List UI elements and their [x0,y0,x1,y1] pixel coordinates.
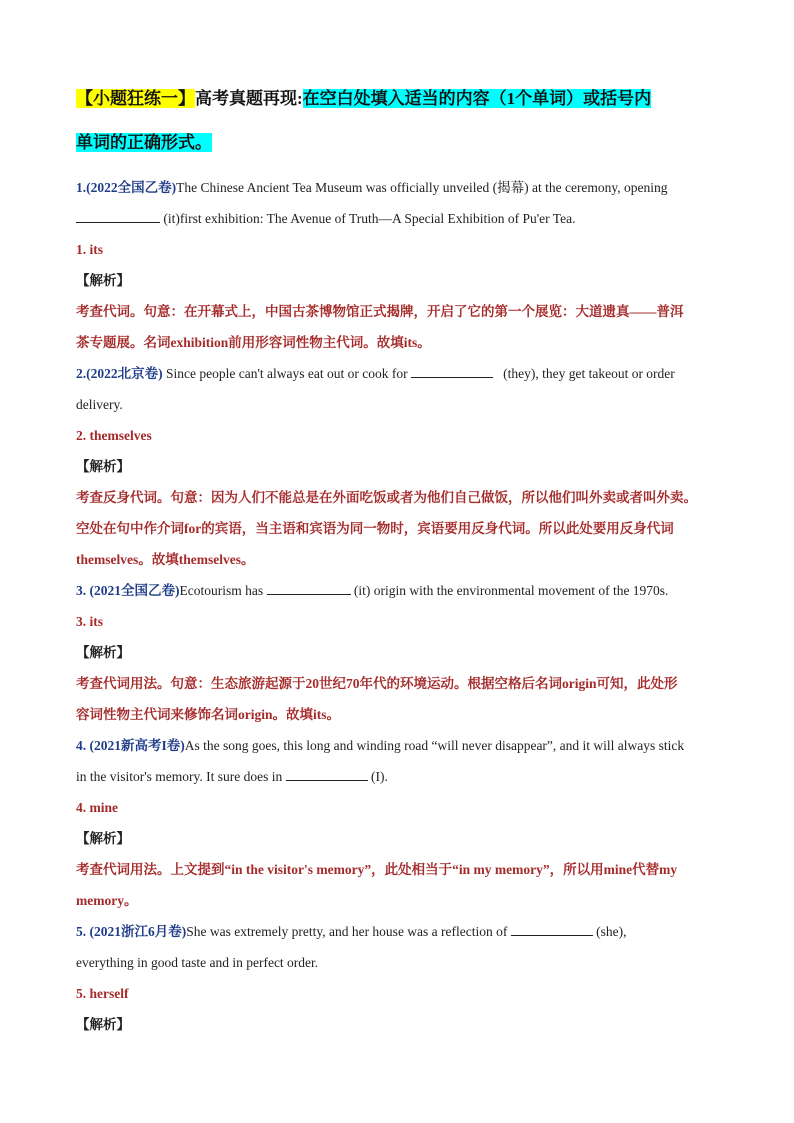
heading-line-2 [76,128,722,158]
question-5-text: She was extremely pretty, and her house was a reflection of [186,924,508,939]
question-2-text-cont: (they), they get takeout or order [503,366,675,381]
question-4-text: As the song goes, this long and winding road “will never disappear”, and it will always stick [184,738,685,753]
question-1-text-cont: (it)first exhibition: The Avenue of Truth—A Special Exhibition of Pu'er Tea. [163,211,576,226]
explanation-2-line-3: themselves。故填themselves。 [76,552,255,567]
explanation-1-line-1: 考查代词。句意：在开幕式上，中国古茶博物馆正式揭牌，开启了它的第一个展览：大道遗真——普洱 [76,304,684,319]
explanation-2-line-1: 考查反身代词。句意：因为人们不能总是在外面吃饭或者为他们自己做饭，所以他们叫外卖或者叫外卖。 [76,490,697,505]
heading-instruction: 在空白处填入适当的内容（1个单词）或括号内 [302,89,652,108]
question-5-text-cont: (she), [596,924,627,939]
analysis-label-4: 【解析】 [76,831,130,846]
question-4 [76,730,722,761]
question-2 [76,358,722,389]
heading-instruction-cont: 单词的正确形式。 [76,133,212,152]
question-1-source: 1.(2022全国乙卷) [76,180,177,195]
question-1-line-2 [76,203,722,234]
question-5-line-2: everything in good taste and in perfect order. [76,955,319,970]
question-2-text: Since people can't always eat out or cook for [162,366,408,381]
question-3 [76,575,722,606]
question-1-text: The Chinese Ancient Tea Museum was officially unveiled (揭幕) at the ceremony, opening [176,180,668,195]
analysis-label-2: 【解析】 [76,459,130,474]
question-4-text-cont: in the visitor's memory. It sure does in [76,769,283,784]
answer-blank [286,766,368,781]
question-1 [76,172,722,203]
document-page [76,84,722,1040]
answer-2: 2. themselves [76,428,152,443]
question-3-text: Ecotourism has [179,583,264,598]
answer-5: 5. herself [76,986,129,1001]
question-4-line-2 [76,761,722,792]
analysis-label-1: 【解析】 [76,273,130,288]
analysis-label-3: 【解析】 [76,645,130,660]
answer-blank [511,921,593,936]
question-2-source: 2.(2022北京卷) [76,366,163,381]
question-5-source: 5. (2021浙江6月卷) [76,924,187,939]
question-5 [76,916,722,947]
explanation-2-line-2: 空处在句中作介词for的宾语，当主语和宾语为同一物时，宾语要用反身代词。所以此处要用反身代词 [76,521,674,536]
answer-3: 3. its [76,614,103,629]
answer-blank [76,208,160,223]
question-3-source: 3. (2021全国乙卷) [76,583,180,598]
exercise-heading [76,84,722,158]
explanation-1-line-2: 茶专题展。名词exhibition前用形容词性物主代词。故填its。 [76,335,431,350]
heading-line-1 [76,84,722,114]
question-3-text-cont: (it) origin with the environmental movement of the 1970s. [353,583,669,598]
explanation-3-line-2: 容词性物主代词来修饰名词origin。故填its。 [76,707,341,722]
answer-blank [411,363,493,378]
answer-4: 4. mine [76,800,118,815]
heading-subtitle: 高考真题再现: [195,89,303,108]
explanation-3-line-1: 考查代词用法。句意：生态旅游起源于20世纪70年代的环境运动。根据空格后名词origin可知，此处形 [76,676,678,691]
analysis-label-5: 【解析】 [76,1017,130,1032]
explanation-4-line-2: memory。 [76,893,138,908]
question-2-line-2: delivery. [76,397,123,412]
question-4-source: 4. (2021新高考I卷) [76,738,185,753]
question-4-text-end: (I). [371,769,388,784]
heading-tag: 【小题狂练一】 [76,89,195,108]
answer-1: 1. its [76,242,103,257]
explanation-4-line-1: 考查代词用法。上文提到“in the visitor's memory”，此处相当于“in my memory”，所以用mine代替my [76,862,678,877]
answer-blank [267,580,351,595]
